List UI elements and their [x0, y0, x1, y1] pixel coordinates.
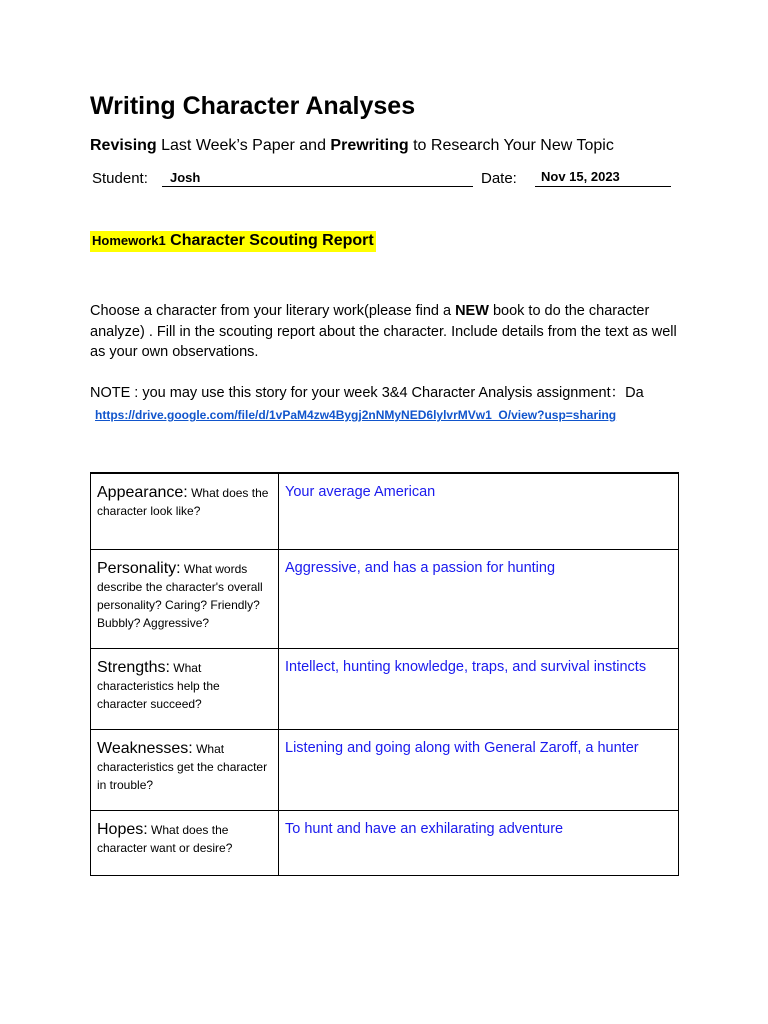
row-question: What words describe the character's overall personality? Caring? Friendly? Bubbly? Aggressive? — [97, 561, 263, 630]
date-label: Date: — [481, 170, 517, 187]
story-link[interactable]: https://drive.google.com/file/d/1vPaM4zw4Bygj2nNMyNED6lylvrMVw1_O/view?usp=sharing — [95, 408, 617, 422]
table-row — [91, 729, 679, 810]
question-cell — [91, 810, 279, 875]
answer-cell[interactable]: Aggressive, and has a passion for hunting — [279, 549, 679, 648]
note-paragraph: NOTE : you may use this story for your week 3&4 Character Analysis assignment：Da — [90, 385, 644, 401]
question-cell — [91, 648, 279, 729]
row-question: What does the character want or desire? — [97, 822, 233, 855]
subtitle — [90, 137, 614, 155]
student-field[interactable]: Josh — [162, 168, 473, 187]
row-heading: Weaknesses: — [97, 739, 193, 757]
homework-title: Character Scouting Report — [165, 232, 374, 249]
student-label: Student: — [92, 170, 148, 187]
table-row — [91, 549, 679, 648]
question-cell — [91, 549, 279, 648]
subtitle-text-2: to Research Your New Topic — [408, 137, 614, 154]
instructions-text-2: book to do the character analyze) . Fill in the scouting report about the character. Include details from the text as well as your own observations. — [90, 303, 677, 360]
subtitle-bold-revising: Revising — [90, 137, 157, 154]
row-question: What characteristics help the character succeed? — [97, 660, 220, 711]
row-heading: Personality: — [97, 559, 181, 577]
answer-cell[interactable]: Listening and going along with General Zaroff, a hunter — [279, 729, 679, 810]
question-cell — [91, 729, 279, 810]
row-question: What does the character look like? — [97, 486, 269, 518]
scouting-report-table — [90, 472, 679, 876]
instructions-text-1: Choose a character from your literary work(please find a — [90, 303, 456, 319]
homework-prefix: Homework1 — [92, 233, 166, 248]
answer-cell[interactable]: To hunt and have an exhilarating adventure — [279, 810, 679, 875]
subtitle-bold-prewriting: Prewriting — [330, 137, 409, 154]
table-row — [91, 648, 679, 729]
answer-cell[interactable]: Your average American — [279, 473, 679, 549]
row-question: What characteristics get the character in trouble? — [97, 741, 268, 792]
table-row — [91, 810, 679, 875]
instructions-paragraph — [90, 301, 690, 363]
row-heading: Appearance: — [97, 484, 188, 501]
row-heading: Hopes: — [97, 820, 148, 838]
page-title: Writing Character Analyses — [90, 92, 416, 120]
subtitle-text-1: Last Week’s Paper and — [156, 137, 331, 154]
date-field[interactable]: Nov 15, 2023 — [535, 168, 671, 187]
table-row — [91, 473, 679, 549]
homework-heading — [90, 231, 376, 252]
answer-cell[interactable]: Intellect, hunting knowledge, traps, and survival instincts — [279, 648, 679, 729]
instructions-bold-new: NEW — [455, 303, 489, 319]
row-heading: Strengths: — [97, 658, 170, 676]
question-cell — [91, 473, 279, 549]
